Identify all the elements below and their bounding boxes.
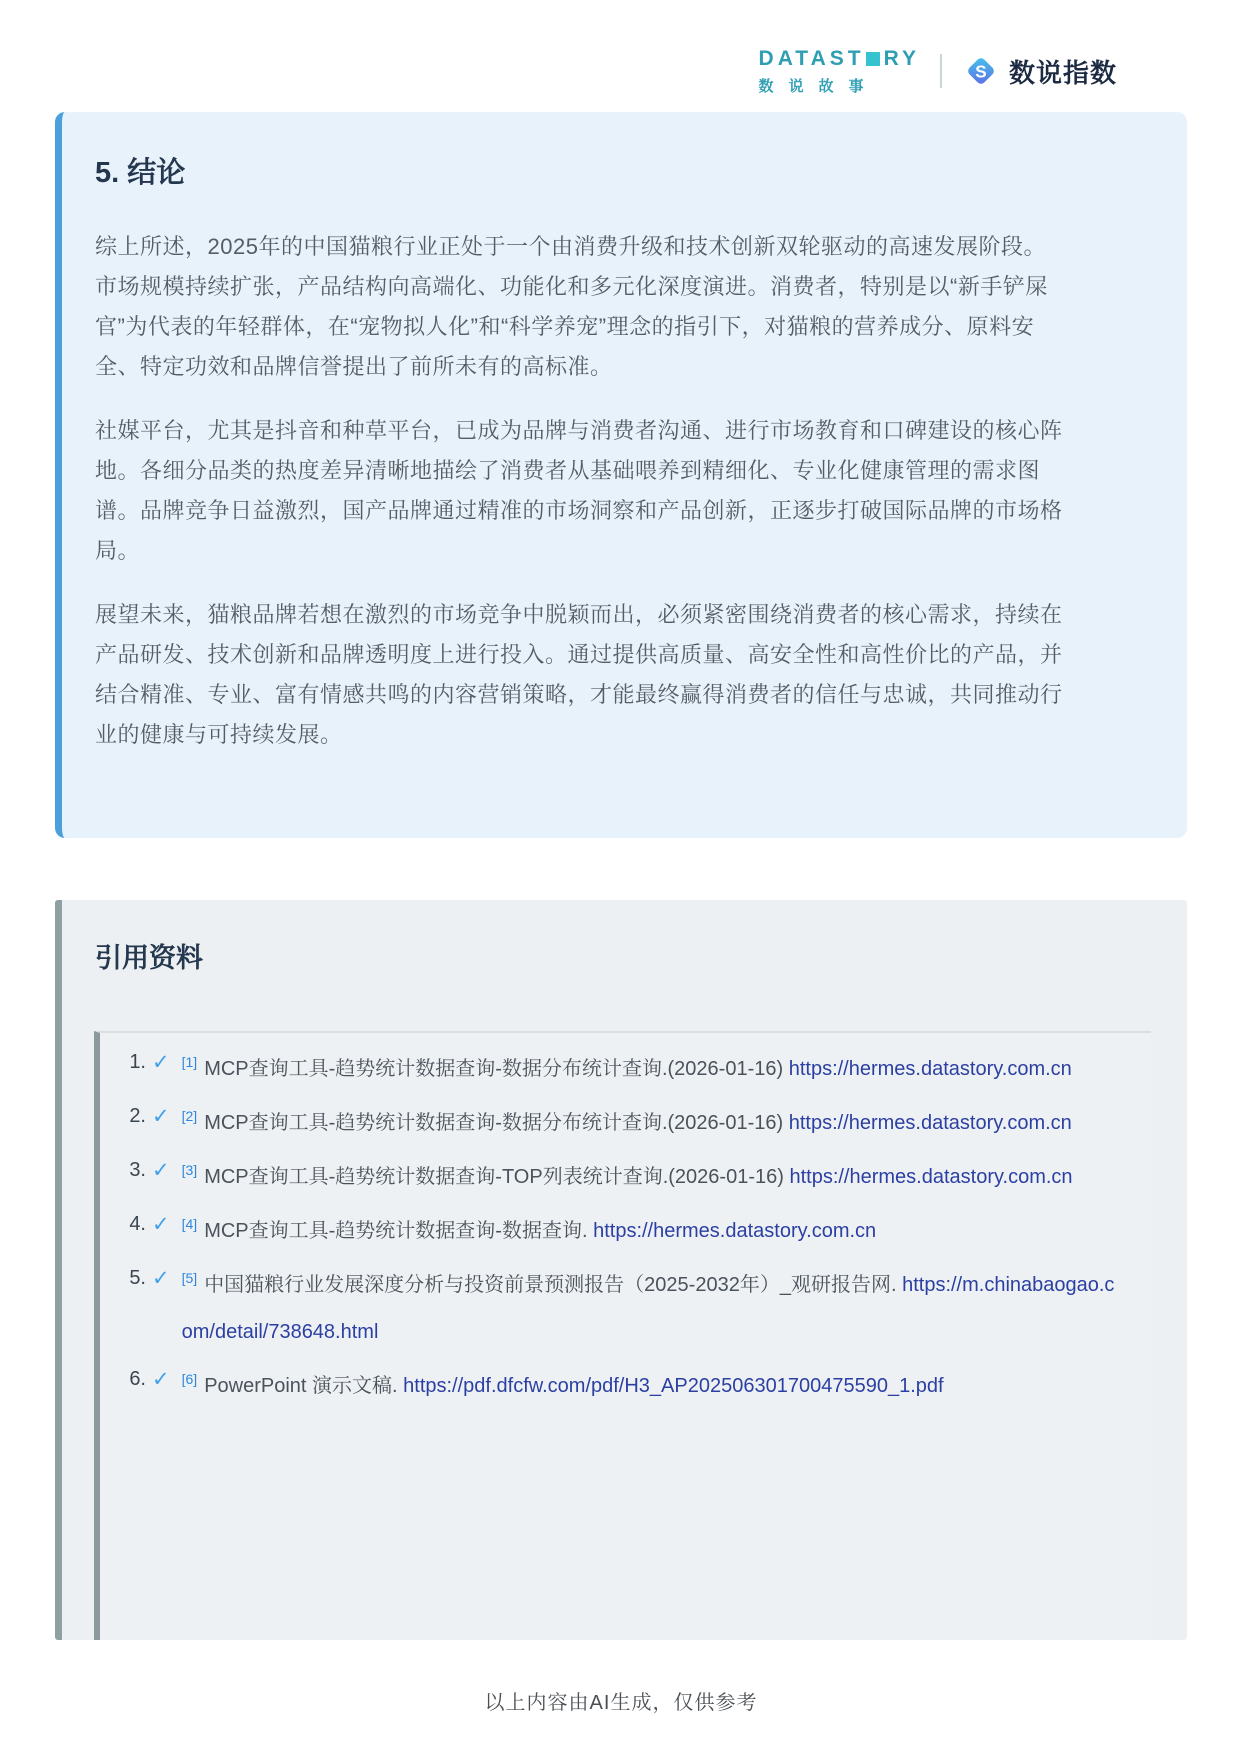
check-icon: ✓	[152, 1213, 170, 1236]
datastory-wordmark	[759, 47, 920, 71]
shushuo-index-label: 数说指数	[1008, 57, 1117, 88]
shushuo-index-logo	[962, 52, 1117, 90]
citation-body	[182, 1356, 1151, 1410]
citation-ref-marker[interactable]: [3]	[181, 1162, 198, 1178]
citation-link[interactable]: https://hermes.datastory.com.cn	[593, 1220, 877, 1242]
check-icon: ✓	[152, 1368, 170, 1391]
citation-text: MCP查询工具-趋势统计数据查询-数据分布统计查询.(2026-01-16)	[204, 1058, 789, 1080]
citation-text: PowerPoint 演示文稿.	[204, 1375, 404, 1397]
citations-list	[100, 1039, 1151, 1410]
citation-link[interactable]: https://pdf.dfcfw.com/pdf/H3_AP202506301700475590_1.pdf	[403, 1375, 944, 1397]
datastory-chinese-name: 数说故事	[758, 77, 879, 95]
citation-link[interactable]: https://hermes.datastory.com.cn	[788, 1112, 1072, 1134]
citation-ref-marker[interactable]: [6]	[181, 1371, 198, 1387]
check-icon: ✓	[152, 1159, 170, 1182]
citation-text: MCP查询工具-趋势统计数据查询-数据查询.	[204, 1220, 594, 1242]
citation-body	[182, 1147, 1151, 1201]
citation-link[interactable]: https://hermes.datastory.com.cn	[789, 1166, 1073, 1188]
conclusion-paragraph: 展望未来，猫粮品牌若想在激烈的市场竞争中脱颖而出，必须紧密围绕消费者的核心需求，持续在产品研发、技术创新和品牌透明度上进行投入。通过提供高质量、高安全性和高性价比的产品，并结合精准、专业、富有情感共鸣的内容营销策略，才能最终赢得消费者的信任与忠诚，共同推动行业的健康与可持续发展。	[95, 602, 1063, 747]
page-footer	[0, 1686, 1242, 1715]
citation-number: 3.	[129, 1159, 146, 1181]
datastory-square-o-icon	[866, 52, 880, 66]
citation-item	[100, 1255, 1151, 1356]
ai-disclaimer: 以上内容由AI生成，仅供参考	[484, 1692, 758, 1714]
references-section	[55, 900, 1187, 1640]
datastory-logo	[759, 47, 920, 96]
logo-divider	[940, 54, 942, 88]
citation-body	[182, 1039, 1151, 1093]
conclusion-section	[55, 112, 1187, 838]
references-title: 引用资料	[95, 943, 203, 973]
citation-number: 1.	[129, 1051, 146, 1073]
citation-ref-marker[interactable]: [2]	[181, 1108, 198, 1124]
conclusion-body	[95, 227, 1067, 755]
citations-panel	[94, 1031, 1151, 1640]
shushuo-index-diamond-icon	[962, 52, 1000, 90]
citation-item	[100, 1201, 1151, 1255]
citation-ref-marker[interactable]: [5]	[181, 1270, 198, 1286]
datastory-wordmark-part2: RY	[883, 46, 920, 70]
conclusion-paragraph: 社媒平台，尤其是抖音和种草平台，已成为品牌与消费者沟通、进行市场教育和口碑建设的核心阵地。各细分品类的热度差异清晰地描绘了消费者从基础喂养到精细化、专业化健康管理的需求图谱。品牌竞争日益激烈，国产品牌通过精准的市场洞察和产品创新，正逐步打破国际品牌的市场格局。	[95, 418, 1063, 563]
citation-item	[100, 1093, 1151, 1147]
page-header	[0, 0, 1242, 100]
check-icon: ✓	[152, 1051, 170, 1074]
citation-number: 2.	[129, 1105, 146, 1127]
citation-link[interactable]: https://hermes.datastory.com.cn	[788, 1058, 1072, 1080]
citation-ref-marker[interactable]: [1]	[181, 1054, 198, 1070]
datastory-wordmark-part1: DATAST	[758, 46, 865, 70]
citation-body	[182, 1255, 1151, 1356]
citation-text: MCP查询工具-趋势统计数据查询-TOP列表统计查询.(2026-01-16)	[204, 1166, 790, 1188]
conclusion-title: 5. 结论	[95, 157, 186, 189]
citation-item	[100, 1039, 1151, 1093]
citation-body	[182, 1201, 1151, 1255]
citation-number: 4.	[129, 1213, 146, 1235]
citation-text: 中国猫粮行业发展深度分析与投资前景预测报告（2025-2032年）_观研报告网.	[204, 1274, 903, 1296]
check-icon: ✓	[152, 1267, 170, 1290]
citation-number: 6.	[129, 1368, 146, 1390]
citation-text: MCP查询工具-趋势统计数据查询-数据分布统计查询.(2026-01-16)	[204, 1112, 789, 1134]
citation-ref-marker[interactable]: [4]	[181, 1216, 198, 1232]
citation-link[interactable]: https://m.chinabaogao.com/detail/738648.html	[181, 1274, 1115, 1343]
check-icon: ✓	[152, 1105, 170, 1128]
citation-number: 5.	[129, 1267, 146, 1289]
svg-text:S: S	[975, 62, 987, 82]
conclusion-paragraph: 综上所述，2025年的中国猫粮行业正处于一个由消费升级和技术创新双轮驱动的高速发展阶段。市场规模持续扩张，产品结构向高端化、功能化和多元化深度演进。消费者，特别是以“新手铲屎官”为代表的年轻群体，在“宠物拟人化”和“科学养宠”理念的指引下，对猫粮的营养成分、原料安全、特定功效和品牌信誉提出了前所未有的高标准。	[95, 234, 1048, 379]
citation-item	[100, 1147, 1151, 1201]
citation-body	[182, 1093, 1151, 1147]
citation-item	[100, 1356, 1151, 1410]
